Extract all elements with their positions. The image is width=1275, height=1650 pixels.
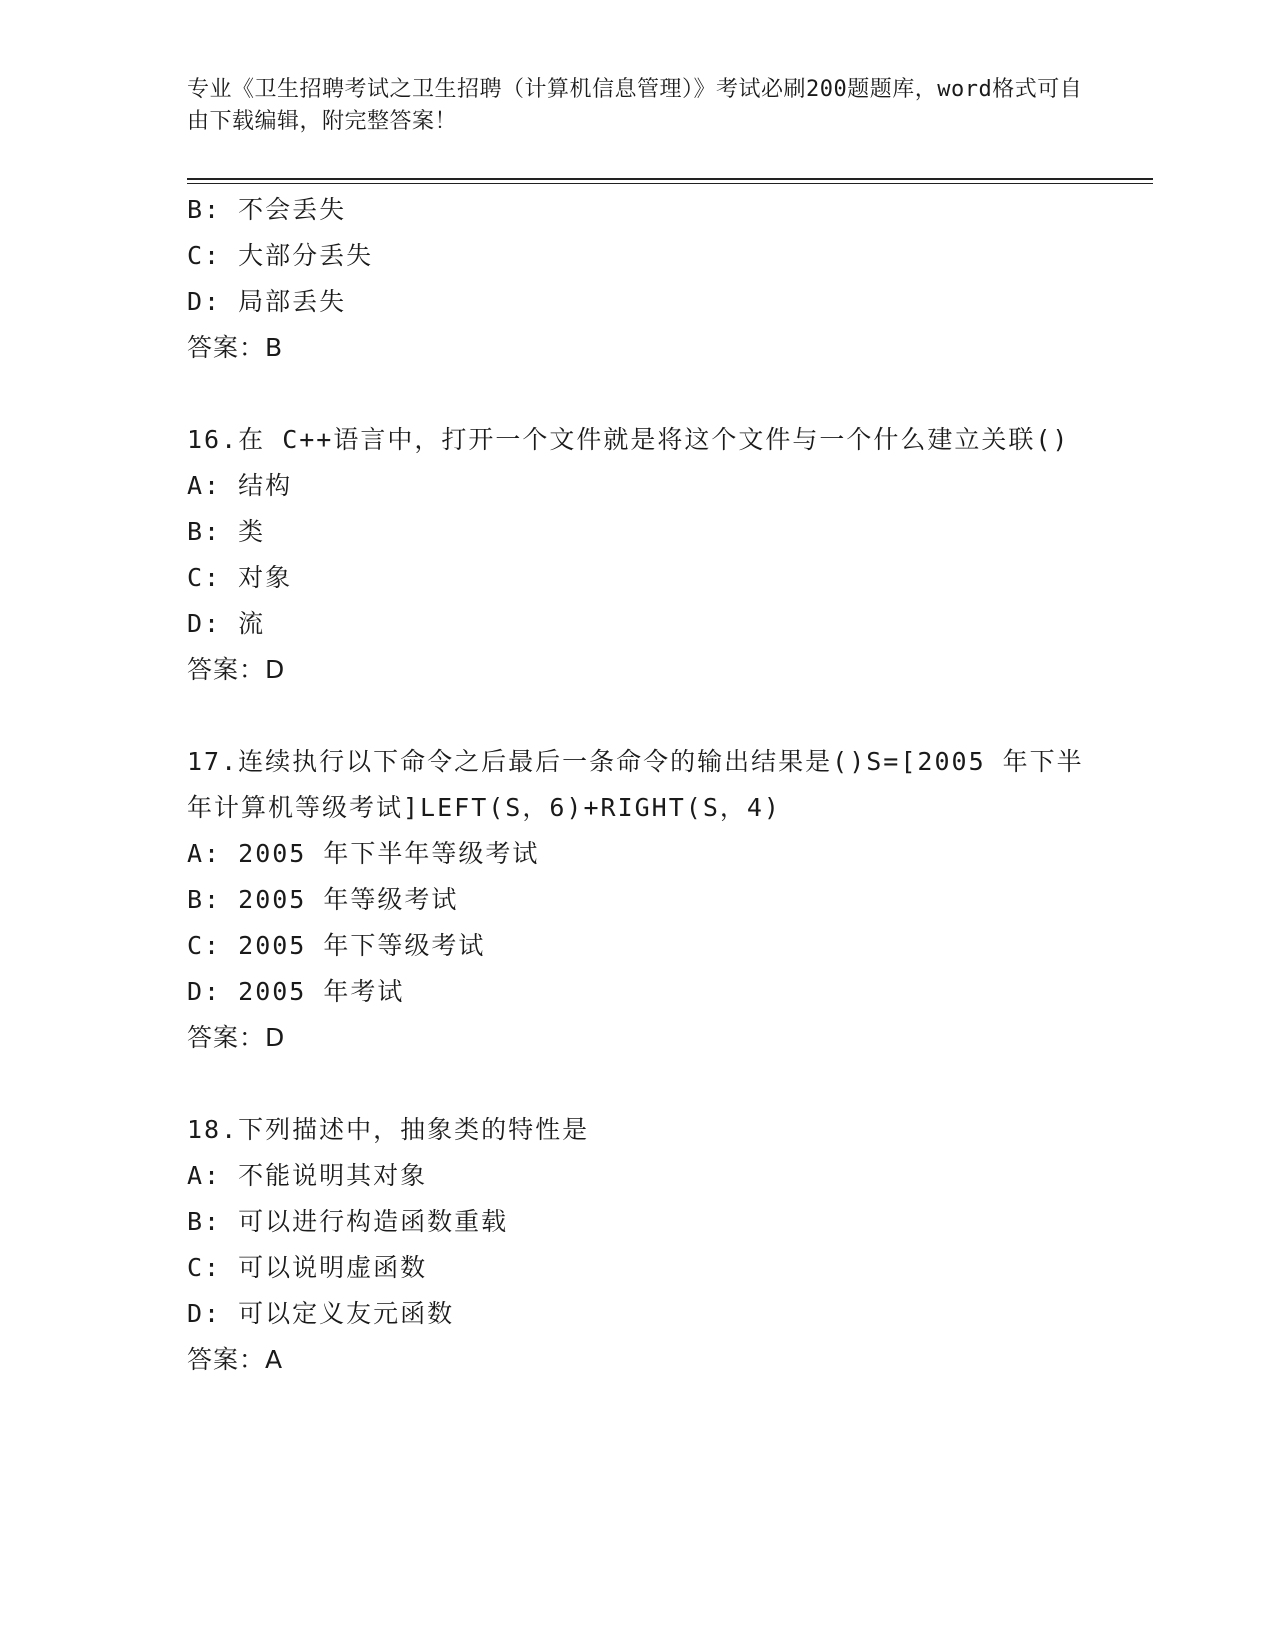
question-stem: 17.连续执行以下命令之后最后一条命令的输出结果是()S=[2005 年下半年计算机等级考试]LEFT(S，6)+RIGHT(S，4): [187, 747, 1084, 822]
option-c: C: 可以说明虚函数: [187, 1253, 428, 1282]
option-b: B: 类: [187, 517, 266, 546]
option-b: B: 可以进行构造函数重载: [187, 1207, 509, 1236]
option-a: A: 结构: [187, 471, 293, 500]
answer-line: 答案：A: [187, 1345, 284, 1374]
answer-line: 答案：D: [187, 1023, 286, 1052]
option-d: D: 局部丢失: [187, 287, 347, 316]
question-block-15: [187, 187, 1087, 371]
question-stem: 18.下列描述中，抽象类的特性是: [187, 1115, 590, 1144]
question-stem: 16.在 C++语言中，打开一个文件就是将这个文件与一个什么建立关联(): [187, 425, 1070, 454]
answer-line: 答案：D: [187, 655, 286, 684]
document-header: 专业《卫生招聘考试之卫生招聘（计算机信息管理）》考试必刷200题题库，word格式可自由下载编辑，附完整答案！: [187, 77, 1083, 134]
question-list: [187, 187, 1087, 1383]
option-a: A: 2005 年下半年等级考试: [187, 839, 540, 868]
option-d: D: 流: [187, 609, 266, 638]
option-b: B: 2005 年等级考试: [187, 885, 459, 914]
option-c: C: 大部分丢失: [187, 241, 374, 270]
answer-line: 答案：B: [187, 333, 284, 362]
question-block-16: [187, 417, 1087, 693]
option-c: C: 2005 年下等级考试: [187, 931, 486, 960]
option-d: D: 2005 年考试: [187, 977, 405, 1006]
question-block-17: [187, 739, 1087, 1061]
option-b: B: 不会丢失: [187, 195, 347, 224]
option-c: C: 对象: [187, 563, 293, 592]
header-rule-thin: [187, 183, 1153, 184]
question-block-18: [187, 1107, 1087, 1383]
option-a: A: 不能说明其对象: [187, 1161, 428, 1190]
option-d: D: 可以定义友元函数: [187, 1299, 455, 1328]
header-rule-thick: [187, 178, 1153, 180]
